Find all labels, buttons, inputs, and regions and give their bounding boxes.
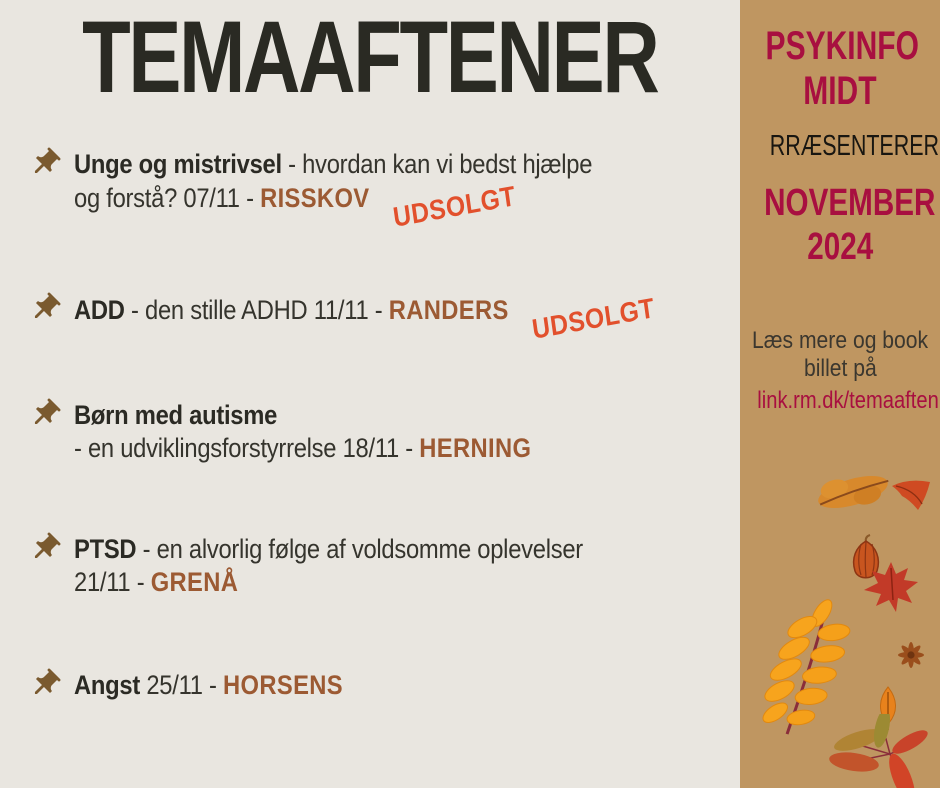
pushpin-icon xyxy=(28,667,62,701)
event-text xyxy=(74,669,725,702)
event-item xyxy=(28,533,814,599)
pushpin-icon xyxy=(28,146,62,180)
pushpin-icon xyxy=(28,531,62,565)
red-leaf-illustration xyxy=(890,476,934,516)
event-desc: - en alvorlig følge af voldsomme oplevelser xyxy=(136,534,583,564)
soldout-badge: UDSOLGT xyxy=(530,292,657,345)
event-text xyxy=(74,399,725,465)
cta-text xyxy=(740,327,940,383)
maple-leaf-illustration xyxy=(860,560,922,614)
pushpin-icon xyxy=(28,291,62,325)
event-item xyxy=(28,399,814,465)
month-year xyxy=(740,181,940,269)
event-item xyxy=(28,148,814,233)
event-location: RANDERS xyxy=(388,295,509,325)
booking-link[interactable] xyxy=(740,387,940,415)
month-label: NOVEMBER xyxy=(764,182,936,224)
event-item xyxy=(28,669,814,702)
presents-text: RRÆSENTERER xyxy=(769,130,940,162)
event-title: ADD xyxy=(74,295,125,325)
event-desc: - en udviklingsforstyrrelse 18/11 - xyxy=(74,433,420,463)
cta-line2: billet på xyxy=(803,355,877,382)
event-desc: - den stille ADHD 11/11 - xyxy=(124,295,389,325)
oak-leaf-illustration xyxy=(808,462,898,520)
page-title-text: TEMAAFTENER xyxy=(82,0,658,114)
event-text xyxy=(74,533,725,599)
org-name-line1: PSYKINFO xyxy=(765,24,919,68)
event-text xyxy=(74,292,725,345)
event-title: PTSD xyxy=(74,534,137,564)
event-location: RISSKOV xyxy=(260,183,370,213)
booking-link-text[interactable]: link.rm.dk/temaaften xyxy=(757,387,939,414)
star-anise-illustration xyxy=(894,638,928,672)
org-name-line2: MIDT xyxy=(803,69,877,113)
event-title: Børn med autisme xyxy=(74,400,278,430)
soldout-badge: UDSOLGT xyxy=(390,180,518,233)
org-name xyxy=(740,24,940,114)
event-location: HORSENS xyxy=(223,670,344,700)
pushpin-icon xyxy=(28,397,62,431)
event-text xyxy=(74,148,725,233)
event-desc: - hvordan kan vi bedst hjælpe xyxy=(281,149,593,179)
event-location: HERNING xyxy=(419,433,532,463)
event-desc: 21/11 - xyxy=(74,567,151,597)
creeper-leaf-illustration xyxy=(828,714,928,788)
event-desc: og forstå? 07/11 - xyxy=(74,183,261,213)
presents-label xyxy=(740,130,940,163)
year-label: 2024 xyxy=(807,226,873,268)
cta-line1: Læs mere og book xyxy=(752,327,929,354)
sidebar xyxy=(740,0,940,788)
event-title: Angst xyxy=(74,670,140,700)
event-item xyxy=(28,292,814,345)
event-desc: 25/11 - xyxy=(140,670,224,700)
event-location: GRENÅ xyxy=(150,567,239,597)
event-title: Unge og mistrivsel xyxy=(74,149,282,179)
page-title xyxy=(0,0,740,114)
